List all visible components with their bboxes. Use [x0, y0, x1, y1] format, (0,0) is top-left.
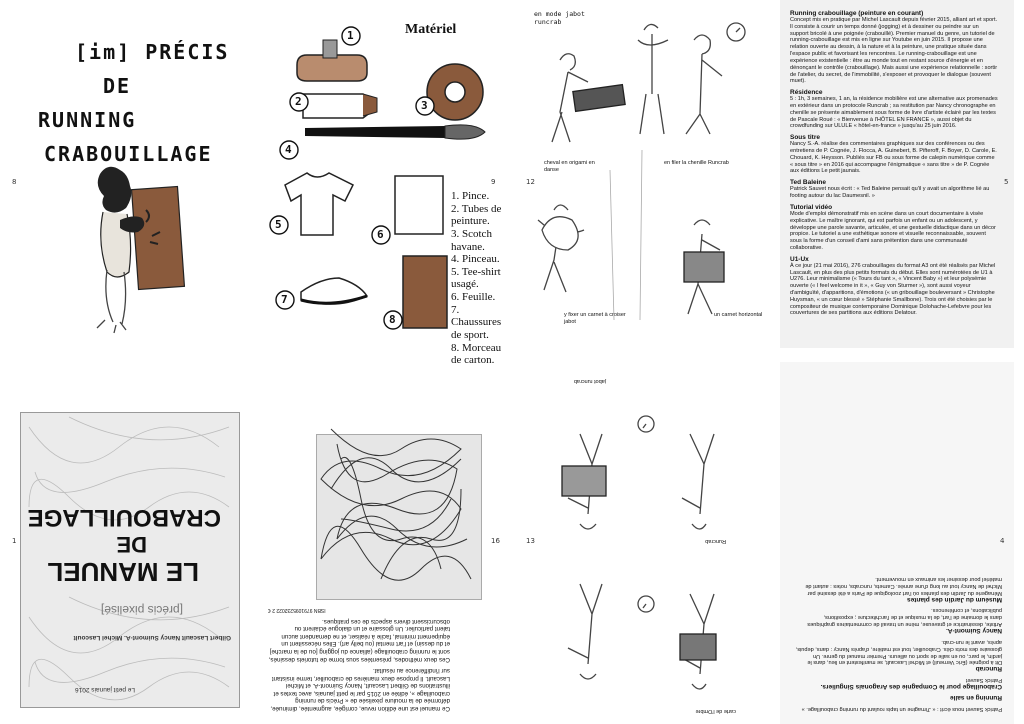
section-body: Concept mis en pratique par Michel Lascault depuis février 2015, alliant art et sport. Il consiste à courir un temps donné (jogging) et à dessiner ou peindre sur un support bricolé à une poignée (crabouillé). Premier manuel du genre, un tutoriel de running-crabouillage est mis en ligne sur Youtube en juin 2015. Il propose une relation ouverte au dessin, à la nature et à la peinture, une pratique située dans l'espace public et favorisant les rencontres. Le running-crabouillage est une expérience existentielle : être au monde tout en restant source d'énergie et en dénonçant le contrôle (crabouillage). Mais aussi une expérience relationnelle : sortir de l'atelier, du secret, de l'immobilité, s'exposer et provoquer le dialogue (souvent muet). — [790, 17, 998, 85]
section-body: Dit à poignée (Éric Verneuil) et Michel Lascault, se manifestent en lieu, dans le jardin, le parc, ou en salle de sport ou ailleurs. Premier manuel du genre. Un glossaire des mots clés. Crabouiller, tout est matière, d'après Nancy : dans, depuis, après, avant le run-crab. — [795, 638, 1002, 666]
section-title: Sous titre — [790, 134, 820, 142]
section-title: Running en salle — [949, 694, 1002, 702]
page-number: 9 — [491, 178, 496, 186]
page-title: Matériel — [405, 22, 457, 37]
page-number: 1 — [12, 537, 17, 545]
back-body-2: Ces deux méthodes, présentées sous forme de tutoriels dessinés, sont le running crabouillage (alliance du jogging [ou de la marche] et du dessin) et l'art mental (ou belly art). Elles nécessitent un équipement minimal, facile à réaliser, et ne demandent aucun talent particulier. Un glossaire et un dialogue éclairent ou obscurcissent divers aspects de ces pratiques. — [268, 617, 450, 663]
section-body: Nancy S.-A. réalise des commentaires graphiques sur des conférences ou des entretiens de P. Cognée, J. Flocca, A. Guinebert, B. Pifteroff, F. Boyer, D. Carole, E. Chouard, K. Heysson. Publiés sur FB ou sous forme de calepin numérique comme « sous titre » en 2016 qui accompagne l'énigmatique « sans titre » de P. Cognée aux éditions Le petit jaunais. — [790, 141, 997, 175]
caption: carte de l'Ombre — [695, 708, 736, 714]
cover-title-line-2: DE — [116, 532, 147, 557]
section-body: Patrick Sauvet — [965, 677, 1002, 684]
section-title: Runcrab — [975, 665, 1002, 673]
materials-list — [451, 190, 509, 367]
cover-title-line-1: LE MANUEL — [47, 557, 199, 587]
cover-rotated — [20, 412, 240, 708]
marker-2: 2 — [295, 95, 302, 108]
page-number: 5 — [1004, 178, 1009, 186]
page-number: 16 — [491, 537, 500, 545]
caption: cheval en origami en danse — [544, 160, 595, 173]
isbn: ISBN 9791095232022 2 € — [268, 607, 326, 614]
section-title: Crabouillage pour le Compagnie des Aragonais Singuliers. — [820, 683, 1002, 691]
list-item: 3. Scotch havane. — [451, 227, 492, 253]
heading-line-3: RUNNING — [38, 108, 137, 132]
section-title: Running crabouillage (peinture en courant) — [790, 10, 924, 17]
section-title: U1-Ux — [790, 255, 809, 263]
section-body: À ce jour (21 mai 2016), 276 crabouillages du format A3 ont été réalisés par Michel Lascault, en plus des plus petits formats du début. Elles sont numérotées de U1 à U276. Leur minimalisme (« Tours du tant », « Vincent Baby ») et leur polysémie ouverte (« I feel welcome in it », « Guy von Sturmer »), sont aussi voyeur d'ambiguïté, d'apparitions, d'émotions (« un gribouillage bouleversant » Christophe Huysman, « un cœur blessé » Stéphanie Smallbone). Trois ont été choisies par le compositeur de musique contemporaine Dominique Dolohache-Lefebvre pour les couvertures de ses partitions aux éditions Delatour. — [790, 262, 996, 317]
page-1-cover — [0, 362, 252, 724]
sketches-rotated — [514, 362, 766, 724]
back-text-block — [268, 603, 450, 712]
caption: en mode jabot runcrab — [534, 10, 585, 27]
marker-7: 7 — [281, 293, 288, 306]
page-number: 4 — [1000, 537, 1005, 545]
list-item: 4. Pinceau. — [451, 253, 500, 266]
glossary-column — [790, 10, 998, 321]
section-body: Patrick Sauvet nous écrit : « Ted Baleine pensait qu'il y avait un algorithme lié au footing autour du lac Daumesnil. » — [790, 186, 990, 200]
heading-line-4: CRABOUILLAGE — [44, 142, 213, 166]
section-title: Tutorial vidéo — [790, 203, 833, 211]
page-number: 13 — [526, 537, 535, 545]
marker-5: 5 — [275, 218, 282, 231]
back-rotated — [255, 362, 510, 724]
page-13-sketches — [514, 362, 766, 724]
list-item: 8. Morceau de carton. — [451, 341, 502, 367]
section-body: Mode d'emploi démonstratif mis en scène dans un court documentaire à visée explicative. Le maître ignorant, qui est parfois un enfant ou un adolescent, y développe une parole savante, articulée, et une gestuelle didactique dans un décor propice. Le tutoriel a une esthétique sonore et visuelle reconnaissable, souvent sous la forme d'un conseil d'ami sans prétention dans une communauté collaborative. — [790, 210, 996, 251]
caption: jabot runcrab — [573, 378, 606, 384]
list-item: 6. Feuille. — [451, 291, 496, 304]
text-rotated — [780, 362, 1014, 724]
marker-1: 1 — [347, 29, 354, 42]
scribble-square — [316, 434, 482, 600]
marker-4: 4 — [285, 143, 292, 156]
page-16-back-cover — [255, 362, 510, 724]
crab-runner-illustration — [0, 0, 252, 348]
cover-publisher: Le petit jaunais 2016 — [75, 686, 135, 693]
caption: Runcrab — [705, 538, 726, 544]
caption: un carnet horizontal — [714, 312, 763, 318]
heading-line-1: [im] PRÉCIS — [75, 40, 230, 64]
runner-sketches-illustration — [514, 0, 766, 360]
heading-line-2: DE — [103, 74, 132, 98]
scribble-drawing — [317, 435, 481, 599]
page-12-sketches — [514, 0, 766, 360]
list-item: 2. Tubes de peinture. — [451, 202, 502, 228]
page-4-text — [780, 362, 1014, 724]
page-8 — [0, 0, 252, 348]
section-body: Artiste, dessinatrice et graveuse, mène un travail de commentaires graphiques dans le domaine de l'art, de la musique et de l'architecture ; expositions, publications, et conférences. — [807, 607, 1002, 628]
caption: y fixer un carnet à croiser jabot — [564, 312, 626, 325]
section-body: Ménagerie du Jardin des plantes où l'art zoologique de Paris a été dessiné par Michel de Nancy tout au long d'une année. Carnets, runcrabs, notes : autant de matériel pour dessiner les animaux en mouvement. — [805, 576, 1002, 596]
page-number: 8 — [12, 178, 17, 186]
cover-title-line-3: CRABOUILLAGE — [27, 504, 221, 531]
section-title: Muséum du Jardin des plantes — [907, 595, 1002, 603]
cover-card — [20, 412, 240, 708]
section-body: 5 : 1h, 3 semaines, 1 an, la résidence mobilière est une alternative aux promenades en extérieur dans un protocole Runcrab ; sa restitution par Nancy chronographe en chenille se présente aimablement sous forme de livre d'artiste éclairé par les textes de Pascale Roué : « Bienvenue à l'HÔTEL EN FRANCE », aussi objet du crowdfunding sur ULULE « hôtel-en-france » jusqu'au 25 juin 2016. — [790, 96, 998, 130]
list-item: 7. Chaussures de sport. — [451, 303, 502, 342]
cover-subtitle: [précis pixelisé] — [100, 603, 183, 617]
marker-6: 6 — [377, 228, 384, 241]
marker-3: 3 — [421, 99, 428, 112]
caption: en filer la chenille Runcrab — [664, 160, 729, 166]
page-number: 12 — [526, 178, 535, 186]
page-5-text — [780, 0, 1014, 348]
section-title: Ted Baleine — [790, 179, 827, 187]
list-item: 1. Pince. — [451, 190, 490, 202]
section-title: Résidence — [790, 89, 823, 97]
marker-8: 8 — [389, 313, 396, 326]
page-9-materiel — [255, 0, 510, 367]
intro: Patrick Sauvet nous écrit : « J'imagine un tapis roulant du running crabouillage. » — [801, 706, 1002, 712]
glossary-column — [794, 571, 1002, 712]
section-title: Nancy Suimont-A. — [946, 627, 1002, 635]
runner-sketches-illustration — [514, 362, 766, 724]
back-body: Ce manuel est une édition revue, corrigée, augmentée, diminuée, déformée de la moulure pixelisée de « Précis de running crabouillage », éditée en 2015 par le petit jaunais, avec textes et illustrations de Gilbert Lascault, Nancy Suimont-A. et Michel Lascault. Il propose deux manières de crabouiller, terme insistant sur l'indifférence au résultat. — [270, 667, 450, 712]
list-item: 5. Tee-shirt usagé. — [451, 265, 501, 291]
cover-authors: Gilbert Lascault Nancy Suimont-A. Michel Lascoult — [73, 634, 231, 641]
